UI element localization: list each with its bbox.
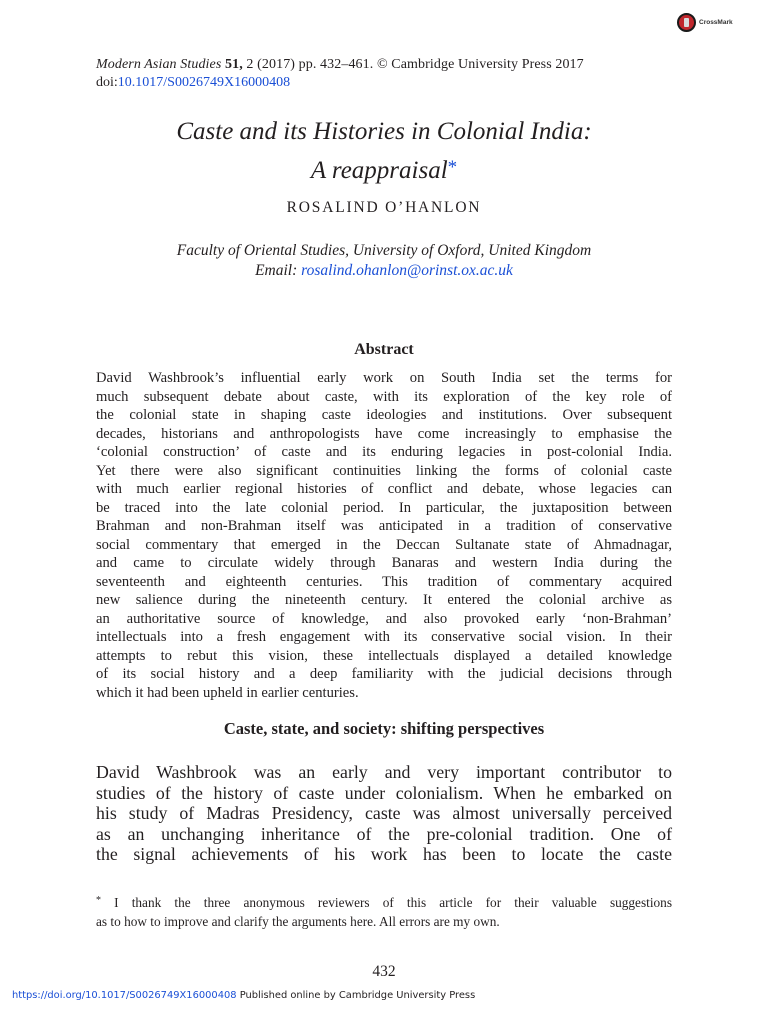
abstract-line: intellectuals into a fresh engagement with its conservative social vision. In their — [96, 629, 672, 645]
abstract-line: social commentary that emerged in the Deccan Sultanate state of Ahmadnagar, — [96, 536, 672, 553]
abstract-line: much subsequent debate about caste, with its exploration of the key role of — [96, 388, 672, 405]
doi-prefix: doi: — [96, 75, 118, 90]
footnote-mark: * — [96, 895, 101, 906]
body-line: as an unchanging inheritance of the pre-colonial tradition. One of — [96, 823, 672, 844]
footnote-line: as to how to improve and clarify the arguments here. All errors are my own. — [96, 913, 500, 929]
body-line: the signal achievements of his work has been to locate the caste — [96, 844, 672, 865]
footnote-text: I thank the three anonymous reviewers of this article for their valuable suggestions — [101, 895, 672, 910]
abstract-line: Brahman and non-Brahman itself was anticipated in a tradition of conservative — [96, 518, 672, 534]
journal-issue-pages: 2 (2017) pp. 432–461. © Cambridge University Press 2017 — [242, 57, 584, 72]
journal-volume: 51, — [225, 57, 243, 72]
abstract-line: be traced into the late colonial period. In particular, the juxtaposition between — [96, 499, 672, 516]
crossmark-badge[interactable] — [677, 11, 733, 33]
abstract-line: Yet there were also significant continuities linking the forms of colonial caste — [96, 462, 672, 479]
journal-citation — [96, 56, 584, 74]
crossmark-icon — [677, 13, 696, 32]
abstract-line: the colonial state in shaping caste ideologies and institutions. Over subsequent — [96, 407, 672, 423]
doi-link[interactable]: 10.1017/S0026749X16000408 — [117, 75, 291, 90]
email-label: Email: — [255, 262, 302, 279]
title-line-1: Caste and its Histories in Colonial India: — [176, 118, 592, 145]
body-line: his study of Madras Presidency, caste was almost universally perceived — [96, 803, 672, 824]
title-footnote-link[interactable]: * — [447, 157, 458, 178]
abstract-line: new salience during the nineteenth century. It entered the colonial archive as — [96, 592, 672, 608]
body-line: David Washbrook was an early and very important contributor to — [96, 762, 672, 782]
abstract-line: and came to circulate widely through Banaras and western India during the — [96, 555, 672, 571]
abstract-line: ‘colonial construction’ of caste and its enduring legacies in post-colonial India. — [96, 444, 672, 460]
page-number: 432 — [372, 963, 396, 980]
article-title — [0, 114, 768, 189]
doi-line — [96, 74, 290, 92]
abstract-line: seventeenth and eighteenth centuries. This tradition of commentary acquired — [96, 573, 672, 590]
author-email-line — [0, 261, 768, 281]
author-affiliation: Faculty of Oriental Studies, University of Oxford, United Kingdom — [176, 242, 592, 259]
abstract-body — [96, 369, 672, 702]
abstract-line: of its social history and a deep familiarity with the judicial decisions through — [96, 666, 672, 682]
section-body — [96, 762, 672, 865]
abstract-line: decades, historians and anthropologists have come increasingly to emphasise the — [96, 425, 672, 442]
crossmark-label: CrossMark — [699, 18, 733, 26]
abstract-heading: Abstract — [354, 341, 414, 358]
abstract-line: David Washbrook’s influential early work on South India set the terms for — [96, 370, 672, 386]
footnote — [96, 892, 672, 931]
abstract-line: with much earlier regional histories of conflict and debate, whose legacies can — [96, 481, 672, 497]
abstract-line: an authoritative source of knowledge, and also provoked early ‘non-Brahman’ — [96, 610, 672, 627]
doi-url-link[interactable]: https://doi.org/10.1017/S0026749X16000408 — [12, 990, 237, 1001]
abstract-line: attempts to rebut this vision, these intellectuals displayed a detailed knowledge — [96, 647, 672, 664]
published-text: Published online by Cambridge University Press — [236, 990, 476, 1001]
abstract-line: which it had been upheld in earlier centuries. — [96, 684, 359, 701]
author-name: ROSALIND O’HANLON — [286, 199, 482, 216]
section-heading: Caste, state, and society: shifting perspectives — [223, 719, 545, 738]
journal-name: Modern Asian Studies — [96, 57, 222, 72]
footnote-line — [96, 892, 672, 913]
published-online-line — [12, 990, 475, 1001]
title-line-2-text: A reappraisal — [310, 157, 448, 184]
email-link[interactable]: rosalind.ohanlon@orinst.ox.ac.uk — [301, 262, 513, 279]
body-line: studies of the history of caste under colonialism. When he embarked on — [96, 782, 672, 803]
title-line-2 — [0, 150, 768, 189]
